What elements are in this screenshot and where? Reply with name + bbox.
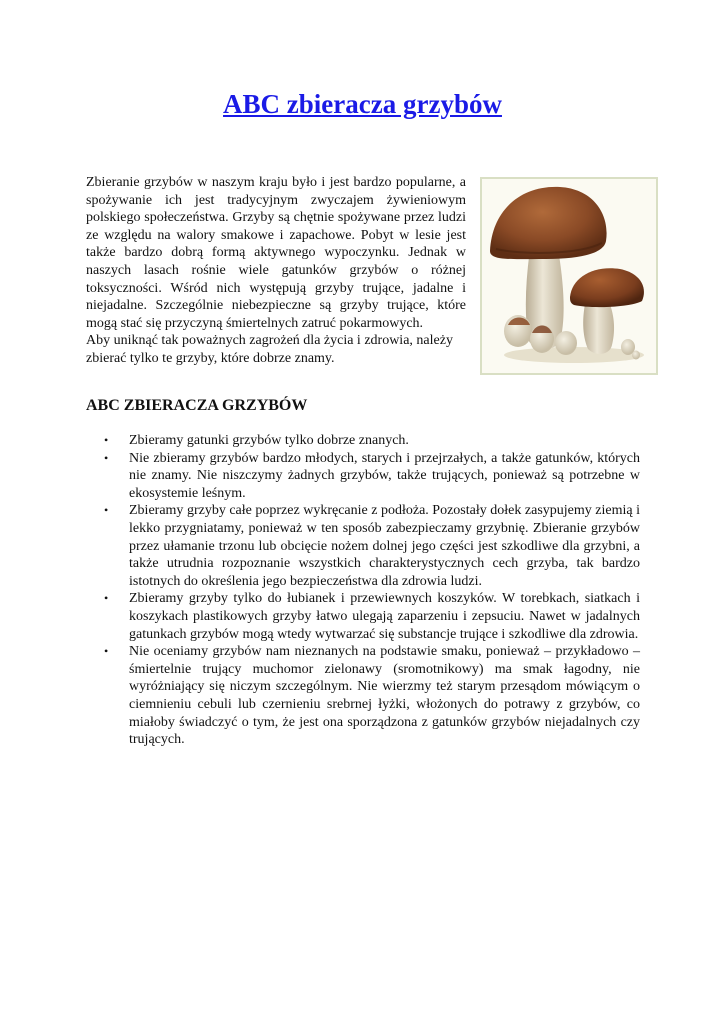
list-item: [86, 502, 640, 590]
list-item-text: Zbieramy gatunki grzybów tylko dobrze znanych.: [129, 433, 409, 448]
page-title-link[interactable]: ABC zbieracza grzybów: [223, 89, 502, 119]
list-item-text: Nie oceniamy grzybów nam nieznanych na podstawie smaku, ponieważ – przykładowo – śmiertelnie trujący muchomor zielonawy (sromotnikowy) ma smak łagodny, nie wyróżniający się niczym szczególnym. Nie wierzmy też starym przesądom mówiącym o ciemnieniu cebuli lub czernieniu srebrnej łyżki, włożonych do potrawy z grzybów, co miałoby świadczyć o tym, że jest ona sporządzona z gatunków grzybów niejadalnych czy trujących.: [129, 644, 640, 748]
mushroom-illustration: [480, 177, 658, 375]
mushroom-icon: [482, 179, 656, 373]
list-item: [86, 590, 640, 643]
intro-paragraph-1: Zbieranie grzybów w naszym kraju było i jest bardzo popularne, a spożywanie ich jest tradycyjnym zwyczajem żywieniowym polskiego społeczeństwa. Grzyby są chętnie spożywane przez ludzi ze względu na walory smakowe i zapachowe. Pobyt w lesie jest także bardzo dobrą formą aktywnego wypoczynku. Jednak w naszych lasach rośnie wiele gatunków grzybów o różnej toksyczności. Wśród nich występują grzyby trujące, jadalne i niejadalne. Szczególnie niebezpieczne są grzyby trujące, które mogą stać się przyczyną śmiertelnych zatruć pokarmowych.: [86, 175, 466, 331]
rules-list: [86, 432, 640, 749]
list-item-text: Nie zbieramy grzybów bardzo młodych, starych i przejrzałych, a także gatunków, których nie znamy. Nie niszczymy żadnych grzybów, także trujących, ponieważ są potrzebne w ekosystemie leśnym.: [129, 450, 640, 501]
bullet-icon: •: [104, 450, 109, 465]
intro-text: [86, 174, 466, 368]
section-heading: ABC ZBIERACZA GRZYBÓW: [86, 397, 308, 414]
bullet-icon: •: [104, 433, 109, 447]
list-item: [86, 643, 640, 749]
bullet-icon: •: [104, 503, 109, 518]
intro-paragraph-2: Aby uniknąć tak poważnych zagrożeń dla życia i zdrowia, należy zbierać tylko te grzyby, które dobrze znamy.: [86, 333, 453, 366]
list-item-text: Zbieramy grzyby tylko do łubianek i przewiewnych koszyków. W torebkach, siatkach i koszykach plastikowych grzyby łatwo ulegają zaparzeniu i zepsuciu. Nawet w jadalnych gatunkach grzybów mogą wtedy wytwarzać się substancje trujące i szkodliwe dla zdrowia.: [129, 591, 640, 642]
list-item-text: Zbieramy grzyby całe poprzez wykręcanie z podłoża. Pozostały dołek zasypujemy ziemią i lekko przygniatamy, ponieważ w ten sposób zabezpieczamy grzybnię. Zbieranie grzybów przez ułamanie trzonu lub obcięcie nożem dolnej jego części jest szkodliwe dla grzybni, a także utrudnia rozpoznanie wszystkich charakterystycznych cech grzyba, tak bardzo istotnych do określenia jego bezpieczeństwa dla zdrowia ludzi.: [129, 503, 640, 589]
bullet-icon: •: [104, 644, 109, 659]
list-item: [86, 450, 640, 503]
bullet-icon: •: [104, 591, 109, 606]
list-item: [86, 432, 640, 450]
